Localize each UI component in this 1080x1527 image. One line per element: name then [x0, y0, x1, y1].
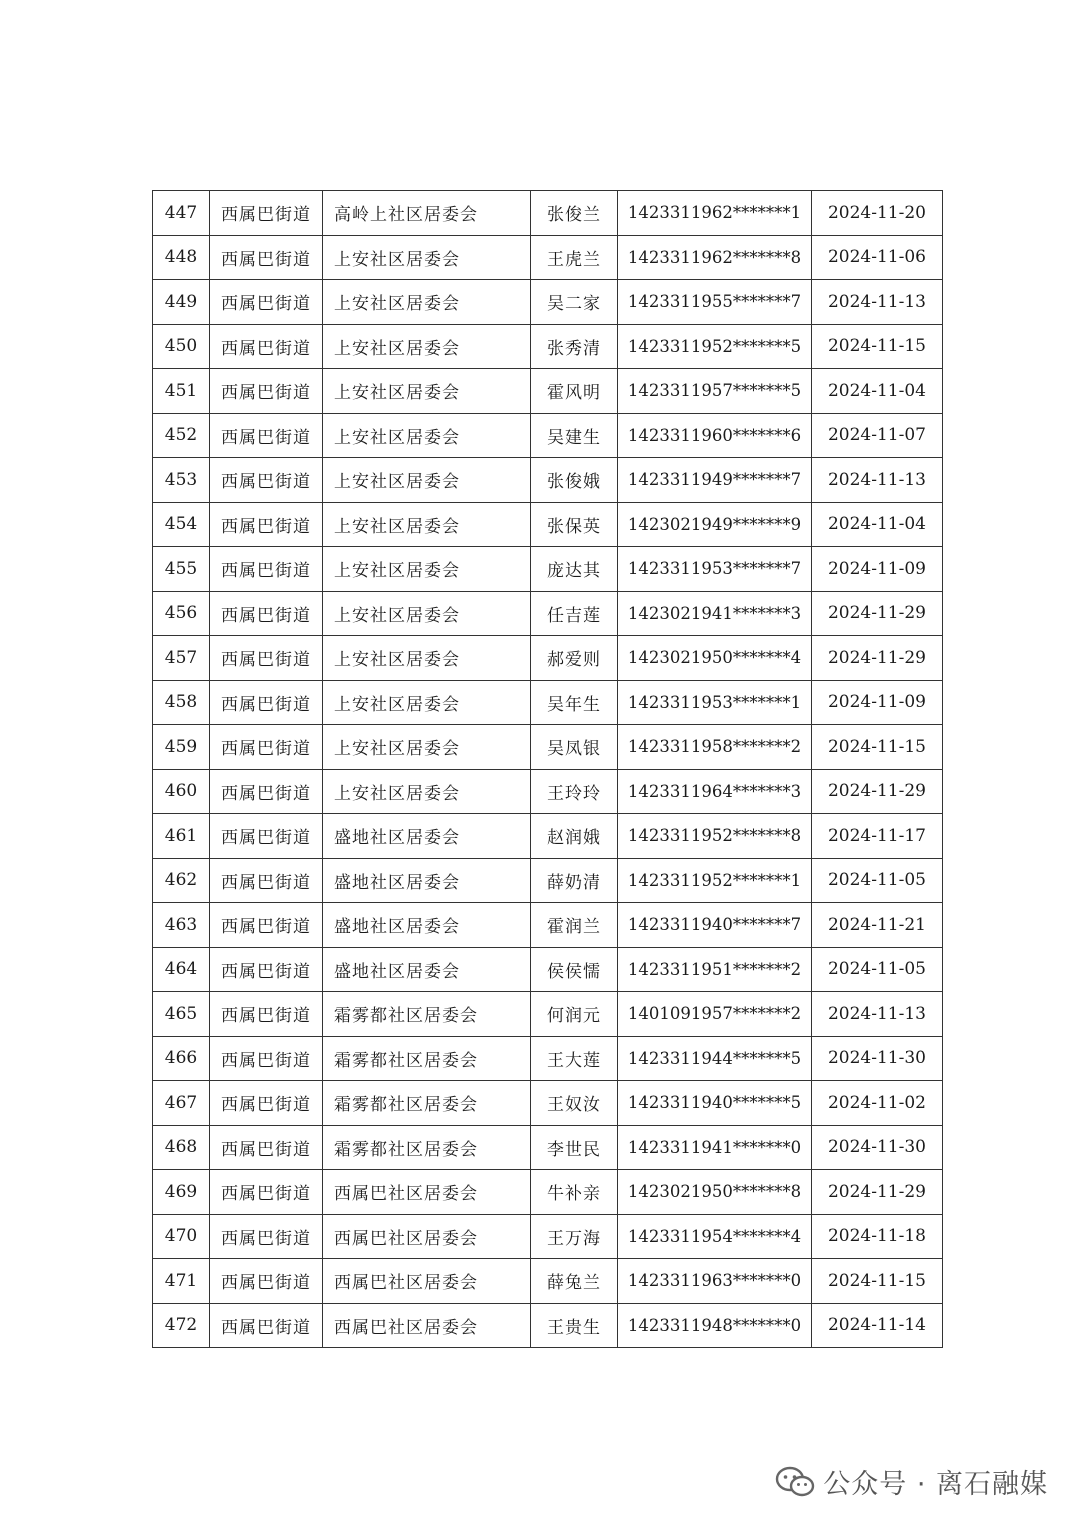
date-cell: 2024-11-29	[812, 769, 943, 814]
id-number-cell: 1423311951*******2	[618, 947, 812, 992]
date-cell: 2024-11-14	[812, 1303, 943, 1348]
row-number-cell: 471	[153, 1259, 210, 1304]
community-cell: 盛地社区居委会	[323, 858, 531, 903]
table-row	[153, 814, 943, 859]
street-cell: 西属巴街道	[210, 725, 323, 770]
community-cell: 西属巴社区居委会	[323, 1303, 531, 1348]
person-name-cell: 李世民	[531, 1125, 618, 1170]
watermark-text: 公众号 · 离石融媒	[823, 1469, 1048, 1500]
community-cell: 盛地社区居委会	[323, 814, 531, 859]
row-number-cell: 451	[153, 369, 210, 414]
street-cell: 西属巴街道	[210, 1303, 323, 1348]
row-number-cell: 462	[153, 858, 210, 903]
community-cell: 上安社区居委会	[323, 458, 531, 503]
table-row	[153, 858, 943, 903]
community-cell: 西属巴社区居委会	[323, 1170, 531, 1215]
date-cell: 2024-11-21	[812, 903, 943, 948]
street-cell: 西属巴街道	[210, 458, 323, 503]
row-number-cell: 469	[153, 1170, 210, 1215]
street-cell: 西属巴街道	[210, 1081, 323, 1126]
person-name-cell: 张保英	[531, 502, 618, 547]
street-cell: 西属巴街道	[210, 903, 323, 948]
id-number-cell: 1401091957*******2	[618, 992, 812, 1037]
date-cell: 2024-11-05	[812, 858, 943, 903]
row-number-cell: 465	[153, 992, 210, 1037]
date-cell: 2024-11-17	[812, 814, 943, 859]
table-row	[153, 1081, 943, 1126]
id-number-cell: 1423311940*******7	[618, 903, 812, 948]
table-row	[153, 458, 943, 503]
person-name-cell: 薛兔兰	[531, 1259, 618, 1304]
date-cell: 2024-11-09	[812, 547, 943, 592]
community-cell: 霜雾都社区居委会	[323, 992, 531, 1037]
community-cell: 上安社区居委会	[323, 725, 531, 770]
community-cell: 霜雾都社区居委会	[323, 1081, 531, 1126]
row-number-cell: 447	[153, 191, 210, 236]
table-row	[153, 1125, 943, 1170]
table-row	[153, 369, 943, 414]
row-number-cell: 455	[153, 547, 210, 592]
row-number-cell: 470	[153, 1214, 210, 1259]
row-number-cell: 448	[153, 235, 210, 280]
community-cell: 西属巴社区居委会	[323, 1214, 531, 1259]
table-row	[153, 903, 943, 948]
id-number-cell: 1423021950*******8	[618, 1170, 812, 1215]
street-cell: 西属巴街道	[210, 947, 323, 992]
row-number-cell: 467	[153, 1081, 210, 1126]
id-number-cell: 1423311960*******6	[618, 413, 812, 458]
person-name-cell: 赵润娥	[531, 814, 618, 859]
date-cell: 2024-11-15	[812, 324, 943, 369]
street-cell: 西属巴街道	[210, 1170, 323, 1215]
date-cell: 2024-11-20	[812, 191, 943, 236]
street-cell: 西属巴街道	[210, 547, 323, 592]
id-number-cell: 1423311954*******4	[618, 1214, 812, 1259]
person-name-cell: 霍风明	[531, 369, 618, 414]
community-cell: 上安社区居委会	[323, 413, 531, 458]
community-cell: 盛地社区居委会	[323, 903, 531, 948]
table-row	[153, 636, 943, 681]
community-cell: 上安社区居委会	[323, 680, 531, 725]
id-number-cell: 1423311963*******0	[618, 1259, 812, 1304]
street-cell: 西属巴街道	[210, 680, 323, 725]
street-cell: 西属巴街道	[210, 280, 323, 325]
table-row	[153, 1036, 943, 1081]
person-name-cell: 庞达其	[531, 547, 618, 592]
person-name-cell: 吴建生	[531, 413, 618, 458]
row-number-cell: 452	[153, 413, 210, 458]
community-cell: 上安社区居委会	[323, 502, 531, 547]
person-name-cell: 王贵生	[531, 1303, 618, 1348]
id-number-cell: 1423311953*******7	[618, 547, 812, 592]
community-cell: 上安社区居委会	[323, 369, 531, 414]
table-row	[153, 235, 943, 280]
id-number-cell: 1423311964*******3	[618, 769, 812, 814]
row-number-cell: 457	[153, 636, 210, 681]
table-row	[153, 502, 943, 547]
person-name-cell: 王大莲	[531, 1036, 618, 1081]
id-number-cell: 1423021950*******4	[618, 636, 812, 681]
person-name-cell: 郝爱则	[531, 636, 618, 681]
street-cell: 西属巴街道	[210, 636, 323, 681]
id-number-cell: 1423311952*******1	[618, 858, 812, 903]
id-number-cell: 1423311952*******5	[618, 324, 812, 369]
person-name-cell: 吴年生	[531, 680, 618, 725]
row-number-cell: 453	[153, 458, 210, 503]
date-cell: 2024-11-30	[812, 1036, 943, 1081]
row-number-cell: 464	[153, 947, 210, 992]
street-cell: 西属巴街道	[210, 591, 323, 636]
person-name-cell: 王虎兰	[531, 235, 618, 280]
community-cell: 上安社区居委会	[323, 591, 531, 636]
table-row	[153, 280, 943, 325]
table-row	[153, 992, 943, 1037]
row-number-cell: 472	[153, 1303, 210, 1348]
table-row	[153, 191, 943, 236]
date-cell: 2024-11-09	[812, 680, 943, 725]
street-cell: 西属巴街道	[210, 858, 323, 903]
community-cell: 霜雾都社区居委会	[323, 1125, 531, 1170]
community-cell: 上安社区居委会	[323, 235, 531, 280]
row-number-cell: 459	[153, 725, 210, 770]
id-number-cell: 1423311952*******8	[618, 814, 812, 859]
id-number-cell: 1423311940*******5	[618, 1081, 812, 1126]
id-number-cell: 1423311941*******0	[618, 1125, 812, 1170]
person-name-cell: 张秀清	[531, 324, 618, 369]
table-row	[153, 725, 943, 770]
id-number-cell: 1423311948*******0	[618, 1303, 812, 1348]
id-number-cell: 1423311962*******1	[618, 191, 812, 236]
date-cell: 2024-11-06	[812, 235, 943, 280]
community-cell: 霜雾都社区居委会	[323, 1036, 531, 1081]
date-cell: 2024-11-15	[812, 1259, 943, 1304]
row-number-cell: 463	[153, 903, 210, 948]
street-cell: 西属巴街道	[210, 1036, 323, 1081]
date-cell: 2024-11-13	[812, 992, 943, 1037]
street-cell: 西属巴街道	[210, 235, 323, 280]
id-number-cell: 1423311953*******1	[618, 680, 812, 725]
date-cell: 2024-11-04	[812, 369, 943, 414]
community-cell: 西属巴社区居委会	[323, 1259, 531, 1304]
row-number-cell: 454	[153, 502, 210, 547]
community-cell: 上安社区居委会	[323, 547, 531, 592]
street-cell: 西属巴街道	[210, 992, 323, 1037]
date-cell: 2024-11-13	[812, 280, 943, 325]
street-cell: 西属巴街道	[210, 502, 323, 547]
community-cell: 上安社区居委会	[323, 324, 531, 369]
date-cell: 2024-11-29	[812, 636, 943, 681]
street-cell: 西属巴街道	[210, 814, 323, 859]
id-number-cell: 1423311962*******8	[618, 235, 812, 280]
id-number-cell: 1423311944*******5	[618, 1036, 812, 1081]
street-cell: 西属巴街道	[210, 369, 323, 414]
date-cell: 2024-11-30	[812, 1125, 943, 1170]
person-name-cell: 薛奶清	[531, 858, 618, 903]
street-cell: 西属巴街道	[210, 324, 323, 369]
person-name-cell: 王万海	[531, 1214, 618, 1259]
row-number-cell: 460	[153, 769, 210, 814]
person-name-cell: 张俊兰	[531, 191, 618, 236]
row-number-cell: 450	[153, 324, 210, 369]
date-cell: 2024-11-07	[812, 413, 943, 458]
street-cell: 西属巴街道	[210, 769, 323, 814]
table-row	[153, 1303, 943, 1348]
person-name-cell: 吴凤银	[531, 725, 618, 770]
date-cell: 2024-11-29	[812, 1170, 943, 1215]
table-row	[153, 1259, 943, 1304]
table-row	[153, 1214, 943, 1259]
roster-table-container	[152, 190, 928, 1348]
id-number-cell: 1423021949*******9	[618, 502, 812, 547]
date-cell: 2024-11-04	[812, 502, 943, 547]
street-cell: 西属巴街道	[210, 413, 323, 458]
row-number-cell: 461	[153, 814, 210, 859]
table-row	[153, 324, 943, 369]
row-number-cell: 466	[153, 1036, 210, 1081]
date-cell: 2024-11-15	[812, 725, 943, 770]
table-row	[153, 769, 943, 814]
wechat-icon	[775, 1466, 815, 1498]
date-cell: 2024-11-13	[812, 458, 943, 503]
id-number-cell: 1423311955*******7	[618, 280, 812, 325]
date-cell: 2024-11-05	[812, 947, 943, 992]
person-name-cell: 霍润兰	[531, 903, 618, 948]
community-cell: 上安社区居委会	[323, 280, 531, 325]
person-name-cell: 王奴汝	[531, 1081, 618, 1126]
date-cell: 2024-11-29	[812, 591, 943, 636]
community-cell: 高岭上社区居委会	[323, 191, 531, 236]
table-row	[153, 547, 943, 592]
street-cell: 西属巴街道	[210, 1259, 323, 1304]
table-row	[153, 1170, 943, 1215]
person-name-cell: 任吉莲	[531, 591, 618, 636]
table-row	[153, 591, 943, 636]
row-number-cell: 458	[153, 680, 210, 725]
table-row	[153, 947, 943, 992]
person-name-cell: 吴二家	[531, 280, 618, 325]
person-name-cell: 牛补亲	[531, 1170, 618, 1215]
street-cell: 西属巴街道	[210, 1214, 323, 1259]
street-cell: 西属巴街道	[210, 1125, 323, 1170]
person-name-cell: 侯侯懦	[531, 947, 618, 992]
row-number-cell: 468	[153, 1125, 210, 1170]
id-number-cell: 1423021941*******3	[618, 591, 812, 636]
date-cell: 2024-11-02	[812, 1081, 943, 1126]
community-cell: 上安社区居委会	[323, 769, 531, 814]
community-cell: 上安社区居委会	[323, 636, 531, 681]
person-name-cell: 张俊娥	[531, 458, 618, 503]
id-number-cell: 1423311958*******2	[618, 725, 812, 770]
community-cell: 盛地社区居委会	[323, 947, 531, 992]
roster-table	[152, 190, 943, 1348]
id-number-cell: 1423311949*******7	[618, 458, 812, 503]
person-name-cell: 何润元	[531, 992, 618, 1037]
table-row	[153, 413, 943, 458]
row-number-cell: 449	[153, 280, 210, 325]
row-number-cell: 456	[153, 591, 210, 636]
person-name-cell: 王玲玲	[531, 769, 618, 814]
watermark-footer	[775, 1462, 1048, 1501]
table-row	[153, 680, 943, 725]
date-cell: 2024-11-18	[812, 1214, 943, 1259]
street-cell: 西属巴街道	[210, 191, 323, 236]
id-number-cell: 1423311957*******5	[618, 369, 812, 414]
roster-table-body	[153, 191, 943, 1348]
